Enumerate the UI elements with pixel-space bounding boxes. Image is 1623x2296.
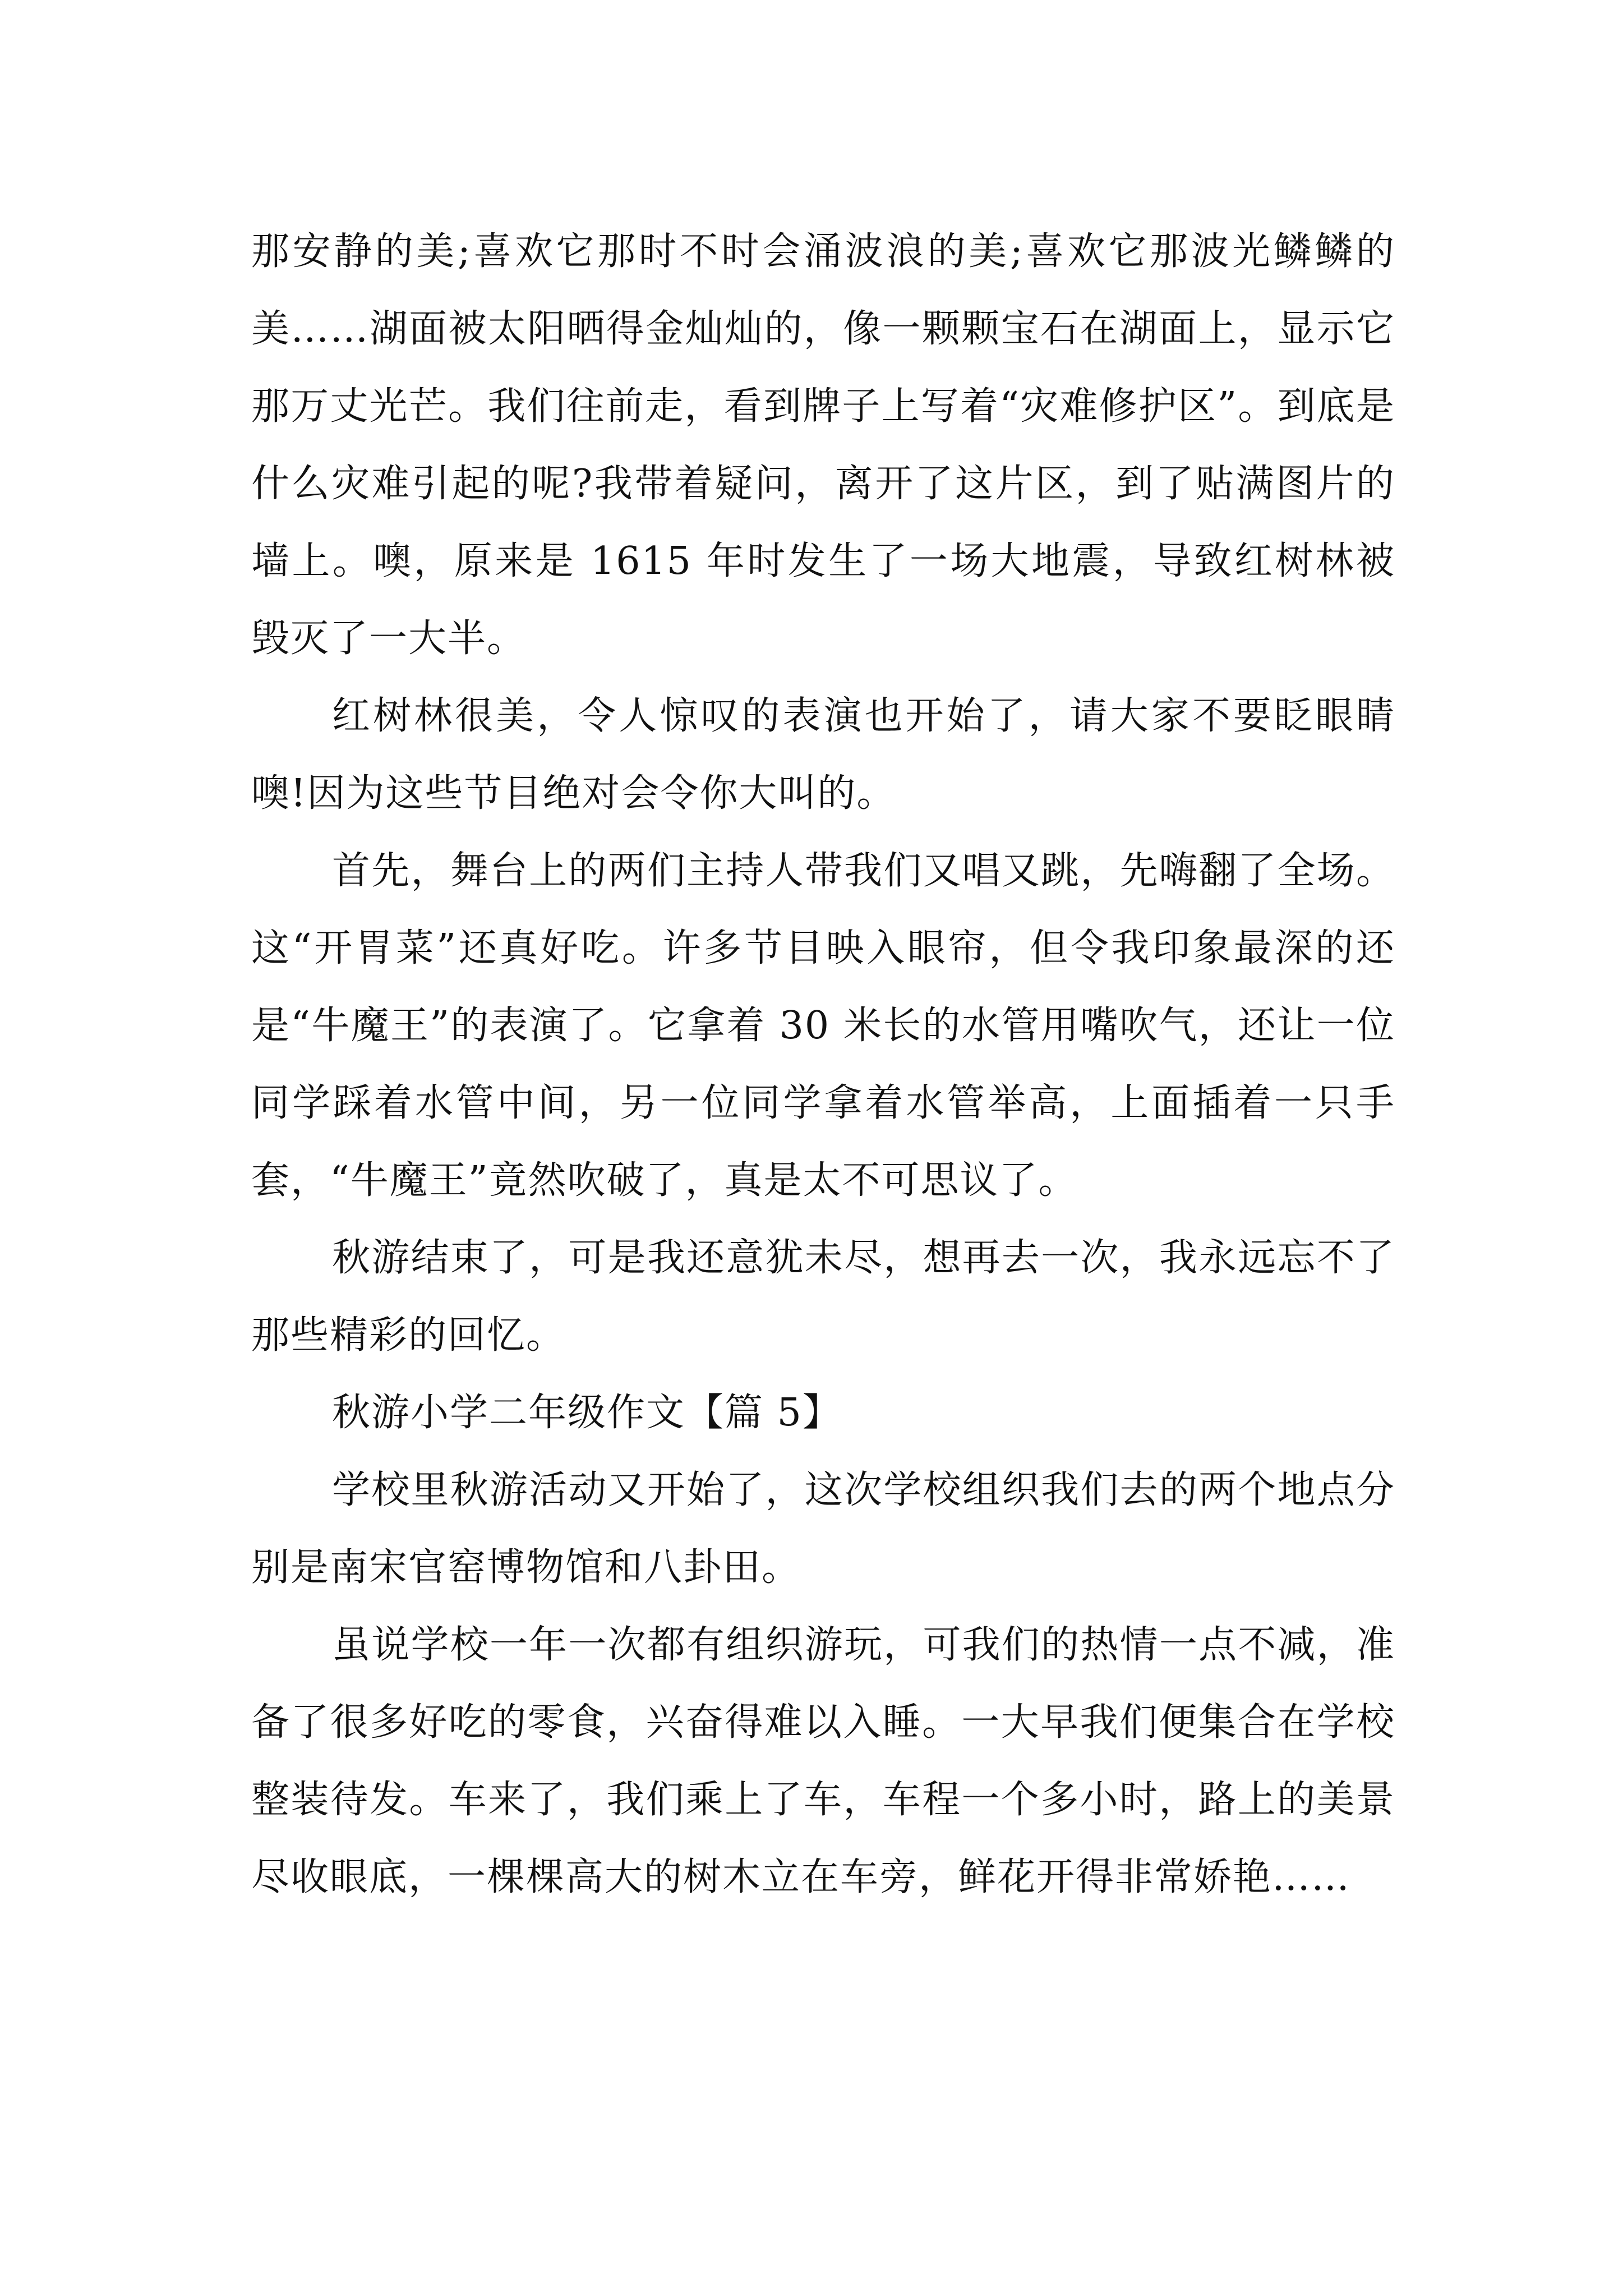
paragraph: 红树林很美，令人惊叹的表演也开始了，请大家不要眨眼睛噢!因为这些节目绝对会令你大叫的。 bbox=[251, 694, 1395, 816]
document-body bbox=[251, 213, 1395, 1916]
paragraph-continuation: 那安静的美;喜欢它那时不时会涌波浪的美;喜欢它那波光鳞鳞的美……湖面被太阳晒得金灿灿的，像一颗颗宝石在湖面上，显示它那万丈光芒。我们往前走，看到牌子上写着“灾难修护区”。到底是什么灾难引起的呢?我带着疑问，离开了这片区，到了贴满图片的墙上。噢，原来是 1615 年时发生了一场大地震，导致红树林被毁灭了一大半。 bbox=[251, 229, 1395, 661]
section-heading: 秋游小学二年级作文【篇 5】 bbox=[332, 1391, 842, 1435]
paragraph: 虽说学校一年一次都有组织游玩，可我们的热情一点不减，准备了很多好吃的零食，兴奋得难以入睡。一大早我们便集合在学校整装待发。车来了，我们乘上了车，车程一个多小时，路上的美景尽收眼底，一棵棵高大的树木立在车旁，鲜花开得非常娇艳…… bbox=[251, 1623, 1395, 1899]
paragraph: 秋游结束了，可是我还意犹未尽，想再去一次，我永远忘不了那些精彩的回忆。 bbox=[251, 1236, 1395, 1358]
paragraph: 学校里秋游活动又开始了，这次学校组织我们去的两个地点分别是南宋官窑博物馆和八卦田。 bbox=[251, 1468, 1395, 1590]
paragraph: 首先，舞台上的两们主持人带我们又唱又跳，先嗨翻了全场。这“开胃菜”还真好吃。许多节目映入眼帘，但令我印象最深的还是“牛魔王”的表演了。它拿着 30 米长的水管用嘴吹气，还让一位同学踩着水管中间，另一位同学拿着水管举高，上面插着一只手套，“牛魔王”竟然吹破了，真是太不可思议了。 bbox=[251, 849, 1395, 1203]
